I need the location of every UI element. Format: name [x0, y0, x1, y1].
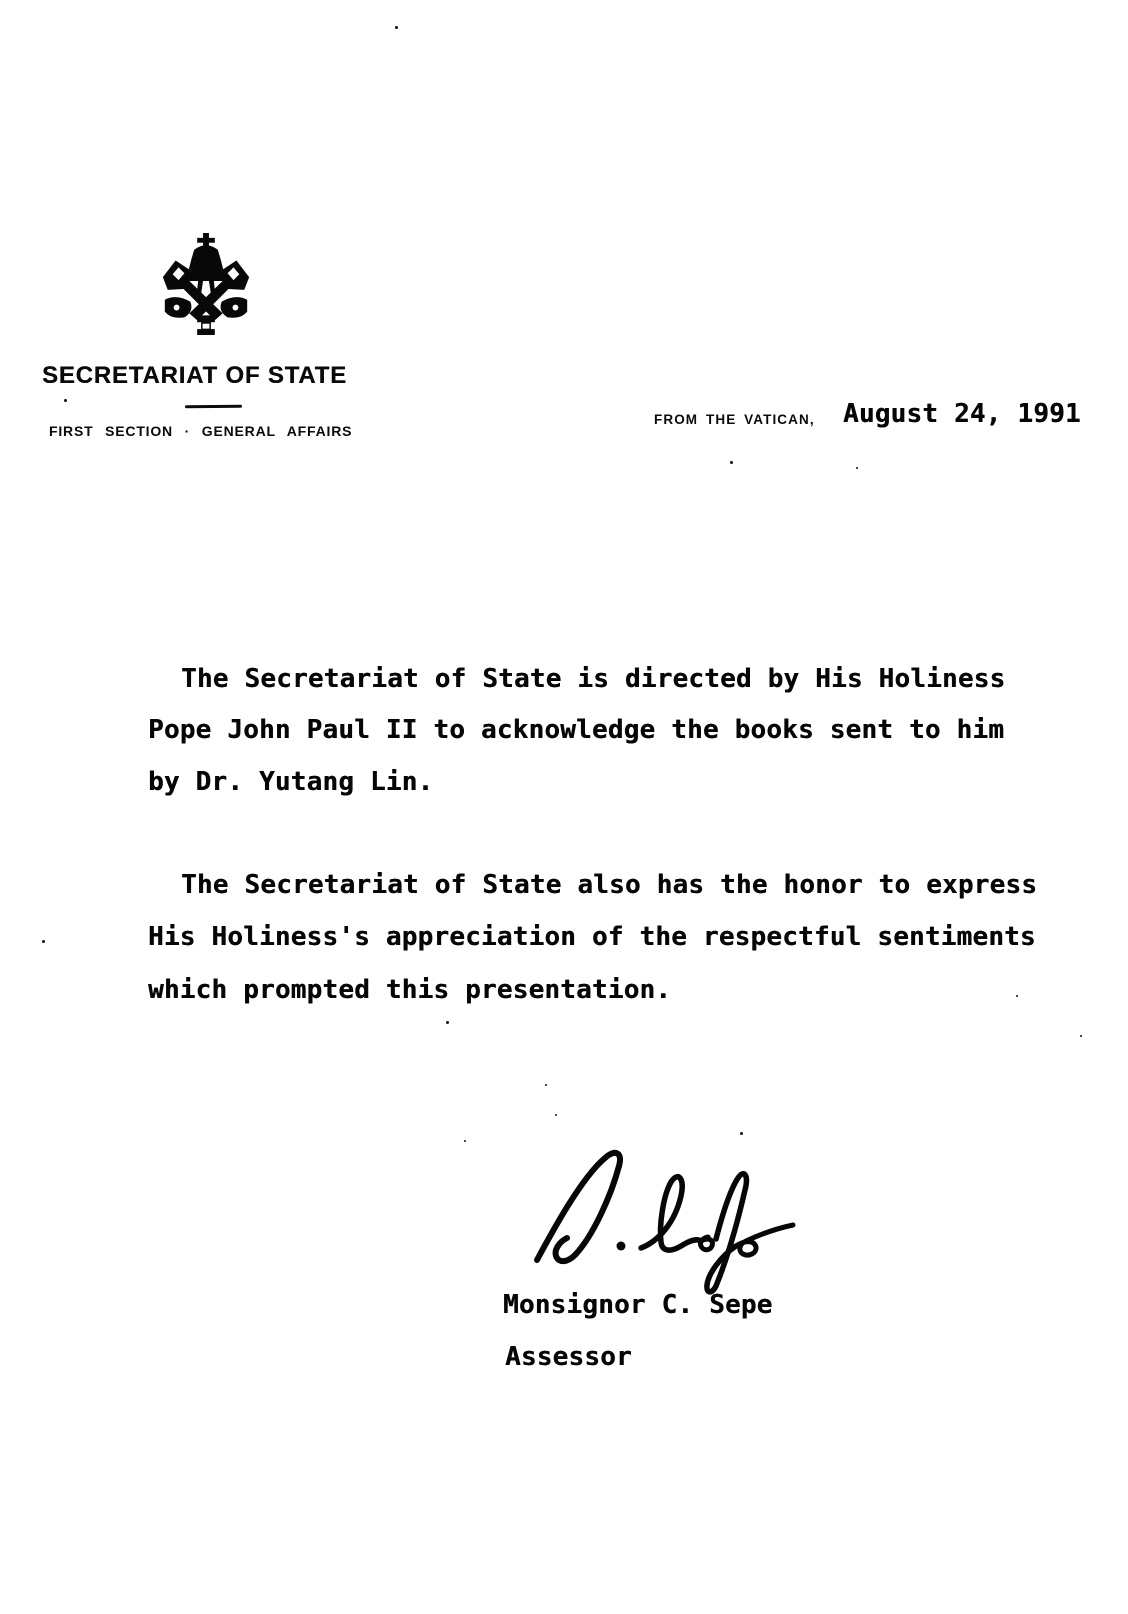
scan-speck [1016, 995, 1018, 997]
scan-speck [555, 1114, 557, 1116]
body-line: by Dr. Yutang Lin. [148, 767, 434, 797]
scan-speck [856, 467, 858, 469]
body-line: which prompted this presentation. [148, 975, 672, 1005]
scan-speck [464, 1140, 466, 1142]
scan-speck [42, 940, 45, 943]
body-line: His Holiness's appreciation of the respectful sentiments [148, 922, 1036, 952]
signature-area [523, 1138, 808, 1296]
handwritten-signature-c-sepe [523, 1138, 808, 1296]
org-title: SECRETARIAT OF STATE [42, 362, 347, 389]
section-subtitle: FIRST SECTION · GENERAL AFFAIRS [49, 423, 353, 439]
vatican-emblem-icon [160, 233, 252, 335]
scan-speck [730, 461, 733, 464]
body-line: Pope John Paul II to acknowledge the books sent to him [148, 715, 1005, 745]
scan-speck [395, 26, 398, 29]
title-rule [185, 405, 242, 408]
signer-name: Monsignor C. Sepe [503, 1290, 773, 1320]
scan-speck [1080, 1035, 1082, 1037]
body-line: The Secretariat of State also has the honor to express [181, 870, 1038, 900]
body-line: The Secretariat of State is directed by His Holiness [181, 664, 1006, 694]
scan-speck [740, 1132, 743, 1135]
scan-speck [64, 399, 67, 402]
scan-speck [446, 1021, 449, 1024]
signer-title: Assessor [505, 1342, 632, 1372]
from-the-vatican-label: FROM THE VATICAN, [654, 412, 815, 427]
letter-date: August 24, 1991 [843, 399, 1081, 429]
scan-speck [545, 1084, 547, 1086]
